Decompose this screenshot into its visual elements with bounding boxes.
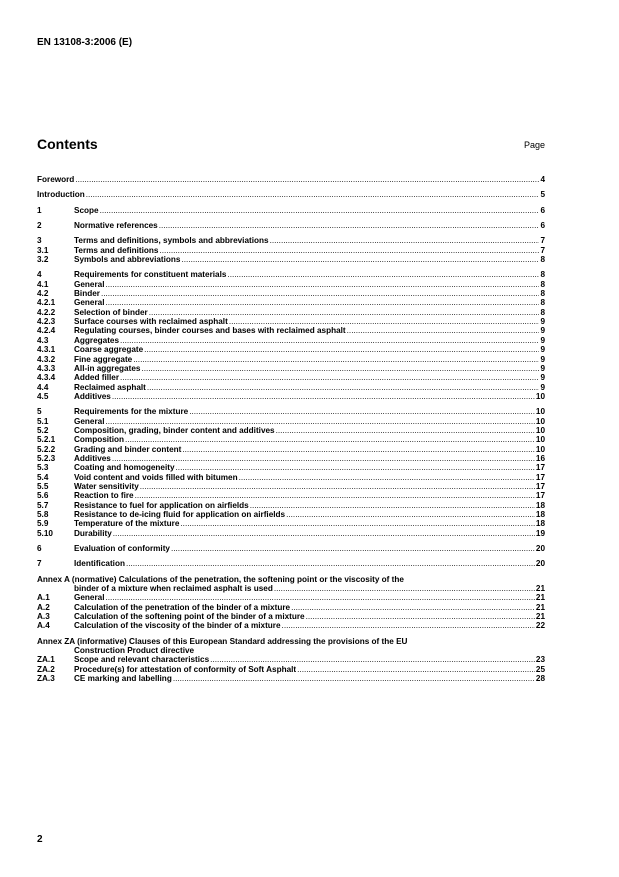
- toc-leader-dots: [227, 270, 539, 279]
- toc-entry-title: Additives: [74, 453, 111, 463]
- toc-entry[interactable]: [37, 326, 545, 335]
- toc-entry-title: Evaluation of conformity: [74, 544, 170, 554]
- toc-leader-dots: [176, 463, 535, 472]
- toc-entry-number: 5.3: [37, 463, 49, 473]
- toc-main-sections: [37, 175, 545, 569]
- toc-entry-title: Surface courses with reclaimed asphalt: [74, 317, 228, 327]
- toc-entry-title: Regulating courses, binder courses and bases with reclaimed asphalt: [74, 326, 346, 336]
- toc-entry-title: Additives: [74, 391, 111, 401]
- toc-entry-title: Normative references: [74, 221, 158, 231]
- toc-entry-page: 9: [540, 354, 545, 364]
- toc-leader-dots: [126, 559, 535, 568]
- toc-entry-title: All-in aggregates: [74, 363, 141, 373]
- toc-leader-dots: [125, 435, 535, 444]
- toc-entry[interactable]: [37, 559, 545, 568]
- toc-entry-title: Introduction: [37, 190, 85, 200]
- toc-entry[interactable]: [37, 373, 545, 382]
- toc-leader-dots: [282, 621, 535, 630]
- toc-entry-number: 5.2.2: [37, 444, 56, 454]
- toc-leader-dots: [133, 355, 539, 364]
- toc-entry-title: Procedure(s) for attestation of conformity of Soft Asphalt: [74, 664, 297, 674]
- toc-entry-page: 9: [540, 345, 545, 355]
- toc-entry-page: 17: [535, 472, 545, 482]
- toc-entry-title: Scope: [74, 205, 99, 215]
- page-column-label: Page: [523, 140, 545, 150]
- annex-za-entry[interactable]: [37, 655, 545, 664]
- toc-entry[interactable]: [37, 445, 545, 454]
- toc-entry[interactable]: [37, 435, 545, 444]
- toc-entry-title: Calculation of the viscosity of the binder of a mixture: [74, 621, 281, 631]
- toc-entry-title: Aggregates: [74, 335, 120, 345]
- toc-entry-page: 20: [535, 559, 545, 569]
- toc-leader-dots: [113, 529, 535, 538]
- toc-entry-title: CE marking and labelling: [74, 674, 172, 684]
- toc-entry[interactable]: [37, 206, 545, 215]
- toc-entry[interactable]: [37, 298, 545, 307]
- toc-entry-number: 4.4: [37, 382, 49, 392]
- toc-entry-page: 21: [535, 593, 545, 603]
- toc-entry[interactable]: [37, 336, 545, 345]
- toc-entry[interactable]: [37, 519, 545, 528]
- toc-entry-page: 16: [535, 453, 545, 463]
- toc-entry-number: 5.6: [37, 491, 49, 501]
- toc-group: [37, 206, 545, 215]
- toc-entry-page: 10: [535, 444, 545, 454]
- toc-leader-dots: [106, 280, 540, 289]
- toc-entry-page: 8: [540, 279, 545, 289]
- toc-leader-dots: [250, 501, 535, 510]
- toc-entry-title: Reclaimed asphalt: [74, 382, 146, 392]
- annex-za-group: [37, 637, 545, 684]
- toc-entry-number: 5.1: [37, 416, 49, 426]
- toc-entry-number: 5.9: [37, 519, 49, 529]
- toc-entry-number: 4.2.2: [37, 307, 56, 317]
- toc-entry-page: 9: [540, 317, 545, 327]
- toc-entry-page: 9: [540, 335, 545, 345]
- toc-entry[interactable]: [37, 289, 545, 298]
- annex-za-heading-line2[interactable]: [37, 646, 545, 655]
- toc-entry-page: 20: [535, 544, 545, 554]
- toc-entry[interactable]: [37, 510, 545, 519]
- toc-leader-dots: [140, 482, 535, 491]
- toc-entry-number: 5.2.3: [37, 453, 56, 463]
- toc-entry[interactable]: [37, 529, 545, 538]
- toc-leader-dots: [112, 392, 535, 401]
- toc-entry-number: A.2: [37, 602, 50, 612]
- toc-leader-dots: [291, 603, 535, 612]
- toc-leader-dots: [106, 593, 535, 602]
- toc-entry[interactable]: [37, 221, 545, 230]
- toc-entry-title: Temperature of the mixture: [74, 519, 180, 529]
- toc-entry-page: 8: [540, 298, 545, 308]
- toc-entry-number: 4.2.4: [37, 326, 56, 336]
- toc-entry-page: 8: [540, 270, 545, 280]
- toc-entry[interactable]: [37, 417, 545, 426]
- toc-leader-dots: [239, 473, 535, 482]
- toc-entry-number: 3.1: [37, 245, 49, 255]
- annex-a-entry[interactable]: [37, 603, 545, 612]
- toc-entry[interactable]: [37, 407, 545, 416]
- toc-entry-number: 4.3: [37, 335, 49, 345]
- toc-entry-page: 8: [540, 307, 545, 317]
- toc-entry-title: Selection of binder: [74, 307, 148, 317]
- toc-entry-page: 9: [540, 382, 545, 392]
- document-header: EN 13108-3:2006 (E): [37, 37, 133, 48]
- toc-entry-number: ZA.2: [37, 664, 55, 674]
- toc-entry-number: ZA.1: [37, 655, 55, 665]
- toc-entry-title: Water sensitivity: [74, 481, 139, 491]
- toc-leader-dots: [181, 255, 539, 264]
- toc-entry-number: 5: [37, 407, 42, 417]
- toc-leader-dots: [135, 491, 535, 500]
- toc-leader-dots: [75, 175, 539, 184]
- annex-a-heading-line2[interactable]: [37, 584, 545, 593]
- toc-entry-page: 10: [535, 407, 545, 417]
- toc-entry-page: 8: [540, 255, 545, 265]
- toc-entry[interactable]: [37, 355, 545, 364]
- annex-za-entry[interactable]: [37, 665, 545, 674]
- toc-entry-page: 25: [535, 664, 545, 674]
- toc-leader-dots: [149, 308, 540, 317]
- toc-entry-page: 28: [535, 674, 545, 684]
- toc-entry-page: 9: [540, 326, 545, 336]
- toc-entry[interactable]: [37, 426, 545, 435]
- toc-leader-dots: [159, 246, 539, 255]
- toc-entry-page: 18: [535, 519, 545, 529]
- toc-entry-number: A.1: [37, 593, 50, 603]
- annex-a-title-cont: binder of a mixture when reclaimed asphalt is used: [74, 584, 273, 594]
- toc-entry-page: 10: [535, 391, 545, 401]
- toc-entry[interactable]: [37, 544, 545, 553]
- toc-entry-title: Grading and binder content: [74, 444, 182, 454]
- toc-entry-title: Calculation of the penetration of the binder of a mixture: [74, 602, 291, 612]
- toc-entry-page: 10: [535, 416, 545, 426]
- toc-entry-title: Void content and voids filled with bitumen: [74, 472, 238, 482]
- toc-entry-title: Fine aggregate: [74, 354, 133, 364]
- toc-entry-number: A.3: [37, 612, 50, 622]
- toc-entry-page: 6: [540, 205, 545, 215]
- toc-leader-dots: [286, 510, 535, 519]
- toc-entry-number: 4.3.3: [37, 363, 56, 373]
- toc-entry-title: General: [74, 279, 105, 289]
- toc-entry-title: Requirements for constituent materials: [74, 270, 227, 280]
- toc-entry[interactable]: [37, 308, 545, 317]
- toc-entry-title: Resistance to de-icing fluid for application on airfields: [74, 510, 286, 519]
- toc-leader-dots: [112, 454, 535, 463]
- toc-entry[interactable]: [37, 175, 545, 184]
- toc-entry-title: Composition, grading, binder content and additives: [74, 425, 275, 435]
- annex-a-entry[interactable]: [37, 621, 545, 630]
- toc-leader-dots: [86, 190, 540, 199]
- toc-entry-page: 7: [540, 245, 545, 255]
- toc-entry-title: Coating and homogeneity: [74, 463, 175, 473]
- toc-entry-title: Coarse aggregate: [74, 345, 144, 355]
- toc-entry[interactable]: [37, 392, 545, 401]
- toc-entry-number: 2: [37, 221, 42, 231]
- toc-entry-page: 17: [535, 463, 545, 473]
- toc-entry-number: 4.3.2: [37, 354, 56, 364]
- toc-leader-dots: [182, 445, 535, 454]
- toc-entry-page: 4: [540, 175, 545, 184]
- toc-entry-page: 10: [535, 425, 545, 435]
- toc-entry[interactable]: [37, 270, 545, 279]
- annex-a-group: [37, 575, 545, 631]
- toc-entry-number: 3: [37, 236, 42, 246]
- toc-entry-page: 9: [540, 363, 545, 373]
- toc-entry-title: Calculation of the softening point of the binder of a mixture: [74, 612, 305, 622]
- toc-entry-page: 17: [535, 481, 545, 491]
- toc-leader-dots: [120, 373, 539, 382]
- toc-entry-page: 18: [535, 500, 545, 510]
- toc-entry-title: Scope and relevant characteristics: [74, 655, 210, 665]
- toc-entry[interactable]: [37, 190, 545, 199]
- toc-leader-dots: [347, 326, 540, 335]
- toc-leader-dots: [171, 544, 535, 553]
- toc-entry-page: 9: [540, 373, 545, 383]
- toc-leader-dots: [276, 426, 535, 435]
- toc-entry-number: 4.2.3: [37, 317, 56, 327]
- page-number: 2: [37, 834, 43, 845]
- toc-entry-page: 22: [535, 621, 545, 631]
- toc-group: [37, 236, 545, 264]
- toc-entry-page: 6: [540, 221, 545, 231]
- toc-entry-title: Requirements for the mixture: [74, 407, 189, 417]
- annex-za-entry[interactable]: [37, 674, 545, 683]
- toc-entry-title: General: [74, 298, 105, 308]
- toc-leader-dots: [101, 289, 540, 298]
- toc-entry-page: 21: [535, 612, 545, 622]
- toc-leader-dots: [270, 236, 540, 245]
- toc-entry-page: 8: [540, 289, 545, 299]
- toc-group: [37, 559, 545, 568]
- toc-entry-page: 7: [540, 236, 545, 246]
- toc-leader-dots: [173, 674, 535, 683]
- toc-entry-number: 5.2: [37, 425, 49, 435]
- toc-entry-number: 3.2: [37, 255, 49, 265]
- toc-entry-number: 4.2.1: [37, 298, 56, 308]
- annex-a-heading-line1[interactable]: Annex A (normative) Calculations of the penetration, the softening point or the viscosity of the: [37, 574, 404, 584]
- toc-entry-page: 18: [535, 510, 545, 519]
- toc-entry-title: Reaction to fire: [74, 491, 134, 501]
- toc-entry-number: 4: [37, 270, 42, 280]
- toc-entry[interactable]: [37, 280, 545, 289]
- toc-entry[interactable]: [37, 482, 545, 491]
- toc-entry-number: 4.3.1: [37, 345, 56, 355]
- toc-group: [37, 175, 545, 184]
- toc-entry[interactable]: [37, 501, 545, 510]
- toc-entry-title: Binder: [74, 289, 100, 299]
- toc-entry-title: Terms and definitions: [74, 245, 159, 255]
- toc-entry-page: 17: [535, 491, 545, 501]
- toc-entry-number: 5.7: [37, 500, 49, 510]
- toc-entry[interactable]: [37, 454, 545, 463]
- toc-entry[interactable]: [37, 364, 545, 373]
- toc-entry-number: 1: [37, 205, 42, 215]
- toc-entry[interactable]: [37, 255, 545, 264]
- toc-leader-dots: [120, 336, 539, 345]
- toc-leader-dots: [180, 519, 534, 528]
- toc-leader-dots: [106, 298, 540, 307]
- toc-entry-number: 6: [37, 544, 42, 554]
- toc-entry-title: General: [74, 416, 105, 426]
- toc-entry-number: 5.4: [37, 472, 49, 482]
- toc-entry-number: 7: [37, 559, 42, 569]
- toc-group: [37, 270, 545, 401]
- toc-leader-dots: [297, 665, 535, 674]
- table-of-contents: [37, 175, 545, 690]
- toc-entry-page: 23: [535, 655, 545, 665]
- toc-entry-number: ZA.3: [37, 674, 55, 684]
- toc-entry[interactable]: [37, 383, 545, 392]
- toc-entry[interactable]: [37, 345, 545, 354]
- annex-za-heading-line1[interactable]: Annex ZA (informative) Clauses of this European Standard addressing the provisions of the EU: [37, 636, 408, 646]
- toc-entry-number: A.4: [37, 621, 50, 631]
- toc-group: [37, 544, 545, 553]
- toc-leader-dots: [144, 345, 539, 354]
- toc-entry-title: Identification: [74, 559, 125, 569]
- toc-entry-number: 4.5: [37, 391, 49, 401]
- toc-entry-title: Durability: [74, 528, 112, 538]
- toc-entry-title: Foreword: [37, 175, 75, 184]
- toc-entry-title: Terms and definitions, symbols and abbreviations: [74, 236, 269, 246]
- toc-entry-number: 5.8: [37, 510, 49, 519]
- toc-entry-page: 5: [540, 190, 545, 200]
- toc-entry-number: 4.1: [37, 279, 49, 289]
- toc-entry-number: 5.10: [37, 528, 53, 538]
- annex-a-entry[interactable]: [37, 593, 545, 602]
- toc-entry-page: 19: [535, 528, 545, 538]
- annex-a-entry[interactable]: [37, 612, 545, 621]
- toc-leader-dots: [106, 417, 535, 426]
- toc-entry[interactable]: [37, 236, 545, 245]
- toc-entry[interactable]: [37, 473, 545, 482]
- toc-entry-title: Composition: [74, 435, 125, 445]
- toc-entry-page: 10: [535, 435, 545, 445]
- toc-group: [37, 190, 545, 199]
- toc-entry-number: 4.3.4: [37, 373, 56, 383]
- toc-leader-dots: [159, 221, 540, 230]
- toc-entry[interactable]: [37, 463, 545, 472]
- toc-leader-dots: [100, 206, 540, 215]
- toc-leader-dots: [147, 383, 540, 392]
- toc-entry-number: 4.2: [37, 289, 49, 299]
- toc-leader-dots: [141, 364, 539, 373]
- toc-group: [37, 221, 545, 230]
- toc-group: [37, 407, 545, 538]
- annex-za-title-cont: Construction Product directive: [74, 646, 195, 656]
- contents-heading: Contents: [37, 136, 98, 152]
- toc-entry-title: Resistance to fuel for application on airfields: [74, 500, 249, 510]
- toc-leader-dots: [229, 317, 540, 326]
- toc-entry-title: Symbols and abbreviations: [74, 255, 181, 265]
- toc-leader-dots: [210, 655, 535, 664]
- toc-leader-dots: [306, 612, 535, 621]
- toc-entry[interactable]: [37, 317, 545, 326]
- toc-entry-number: 5.2.1: [37, 435, 56, 445]
- toc-entry-title: Added filler: [74, 373, 120, 383]
- toc-entry[interactable]: [37, 246, 545, 255]
- toc-entry-page: 21: [535, 602, 545, 612]
- toc-entry-title: General: [74, 593, 105, 603]
- toc-leader-dots: [189, 407, 535, 416]
- toc-entry-number: 5.5: [37, 481, 49, 491]
- annex-a-page: 21: [535, 584, 545, 594]
- toc-entry[interactable]: [37, 491, 545, 500]
